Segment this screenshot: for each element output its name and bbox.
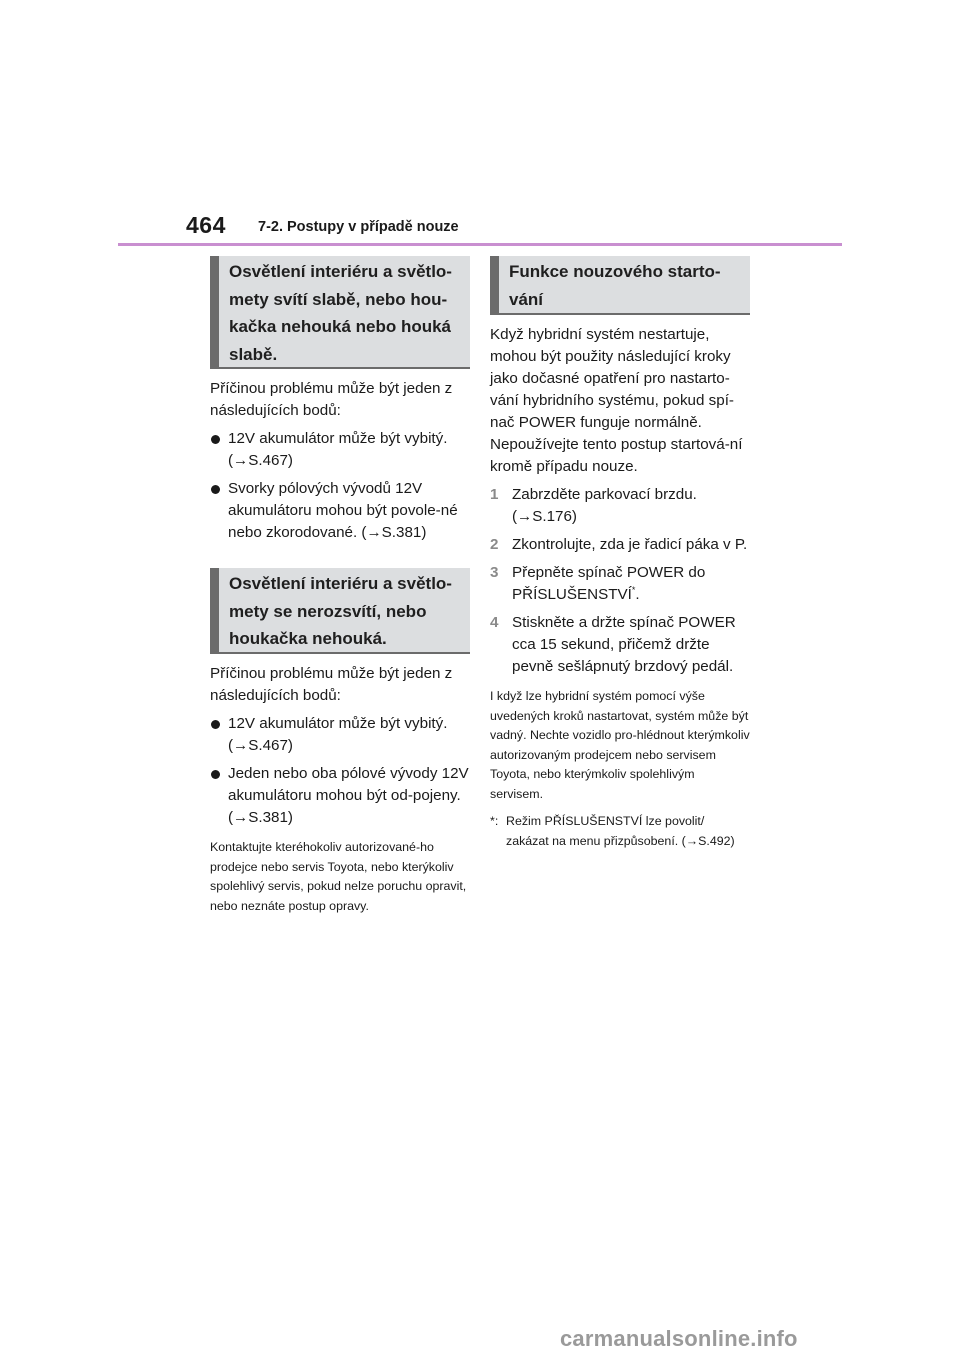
- bullet-item: [210, 713, 470, 757]
- step-item: [490, 562, 750, 606]
- step-text: Stiskněte a držte spínač POWER cca 15 sekund, přičemž držte pevně sešlápnutý brzdový pedál.: [512, 614, 736, 675]
- step-number: 1: [490, 486, 499, 503]
- heading-emergency-start: [490, 256, 750, 315]
- heading-no-lights: [210, 568, 470, 654]
- heading-dim-lights: [210, 256, 470, 369]
- page-header: [0, 0, 960, 260]
- step-item: [490, 484, 750, 528]
- bullet-text: 12V akumulátor může být vybitý. (→S.467): [228, 430, 448, 469]
- heading-no-lights-text: Osvětlení interiéru a světlo-mety se nerozsvítí, nebo houkačka nehouká.: [229, 574, 452, 648]
- bullet-text: Svorky pólových vývodů 12V akumulátoru mohou být povole-né nebo zkorodované. (→S.381): [228, 480, 458, 541]
- bullet-text: 12V akumulátor může být vybitý. (→S.467): [228, 715, 448, 754]
- bullet-item: [210, 478, 470, 544]
- bullet-item: [210, 428, 470, 472]
- heading-dim-lights-text: Osvětlení interiéru a světlo-mety svítí slabě, nebo hou-kačka nehouká nebo houká slabě.: [229, 262, 452, 364]
- left-column: [210, 256, 470, 916]
- right-column: [490, 256, 750, 851]
- step-number: 4: [490, 614, 499, 631]
- footnote-text: Režim PŘÍSLUŠENSTVÍ lze povolit/ zakázat na menu přizpůsobení. (→S.492): [506, 814, 735, 848]
- step-number: 2: [490, 536, 499, 553]
- bullet-item: [210, 763, 470, 829]
- footnote-marker: *: [631, 584, 636, 595]
- bullet-dot: [211, 485, 220, 494]
- warning-note: I když lze hybridní systém pomocí výše uvedených kroků nastartovat, systém může být vadný. Nechte vozidlo pro-hlédnout kterýmkoliv autorizovaným prodejcem nebo servisem Toyota, nebo kterýmkoliv spolehlivým servisem.: [490, 689, 750, 801]
- bullet-dot: [211, 770, 220, 779]
- step-text: Přepněte spínač POWER do PŘÍSLUŠENSTVÍ: [512, 564, 706, 603]
- page-number: 464: [186, 212, 226, 238]
- footnote-mark: *:: [490, 814, 499, 828]
- intro-no-lights: Příčinou problému může být jeden z následujících bodů:: [210, 665, 453, 704]
- step-number: 3: [490, 564, 499, 581]
- contact-note: Kontaktujte kteréhokoliv autorizované-ho prodejce nebo servis Toyota, nebo kterýkoliv spolehlivý servis, pokud nelze poruchu opravit, nebo neznáte postup opravy.: [210, 840, 467, 913]
- bullet-dot: [211, 435, 220, 444]
- step-item: [490, 534, 750, 556]
- heading-emergency-start-text: Funkce nouzového starto-vání: [509, 262, 721, 309]
- step-text: Zkontrolujte, zda je řadicí páka v P.: [512, 536, 748, 553]
- bullet-text: Jeden nebo oba pólové vývody 12V akumulátoru mohou být od-pojeny. (→S.381): [228, 765, 469, 826]
- intro-dim-lights: Příčinou problému může být jeden z následujících bodů:: [210, 380, 453, 419]
- step-item: [490, 612, 750, 678]
- header-divider: [118, 243, 842, 246]
- step-text: Zabrzděte parkovací brzdu. (→S.176): [512, 486, 697, 525]
- section-title: 7-2. Postupy v případě nouze: [258, 219, 459, 235]
- bullet-dot: [211, 720, 220, 729]
- footnote: [490, 812, 750, 851]
- step-text-tail: .: [635, 586, 640, 603]
- watermark: carmanualsonline.info: [560, 1326, 798, 1351]
- intro-emergency-start: Když hybridní systém nestartuje, mohou být použity následující kroky jako dočasné opatření pro nastarto-vání hybridního systému, pokud spí-nač POWER funguje normálně. Nepoužívejte tento postup startová-ní kromě případu nouze.: [490, 326, 743, 475]
